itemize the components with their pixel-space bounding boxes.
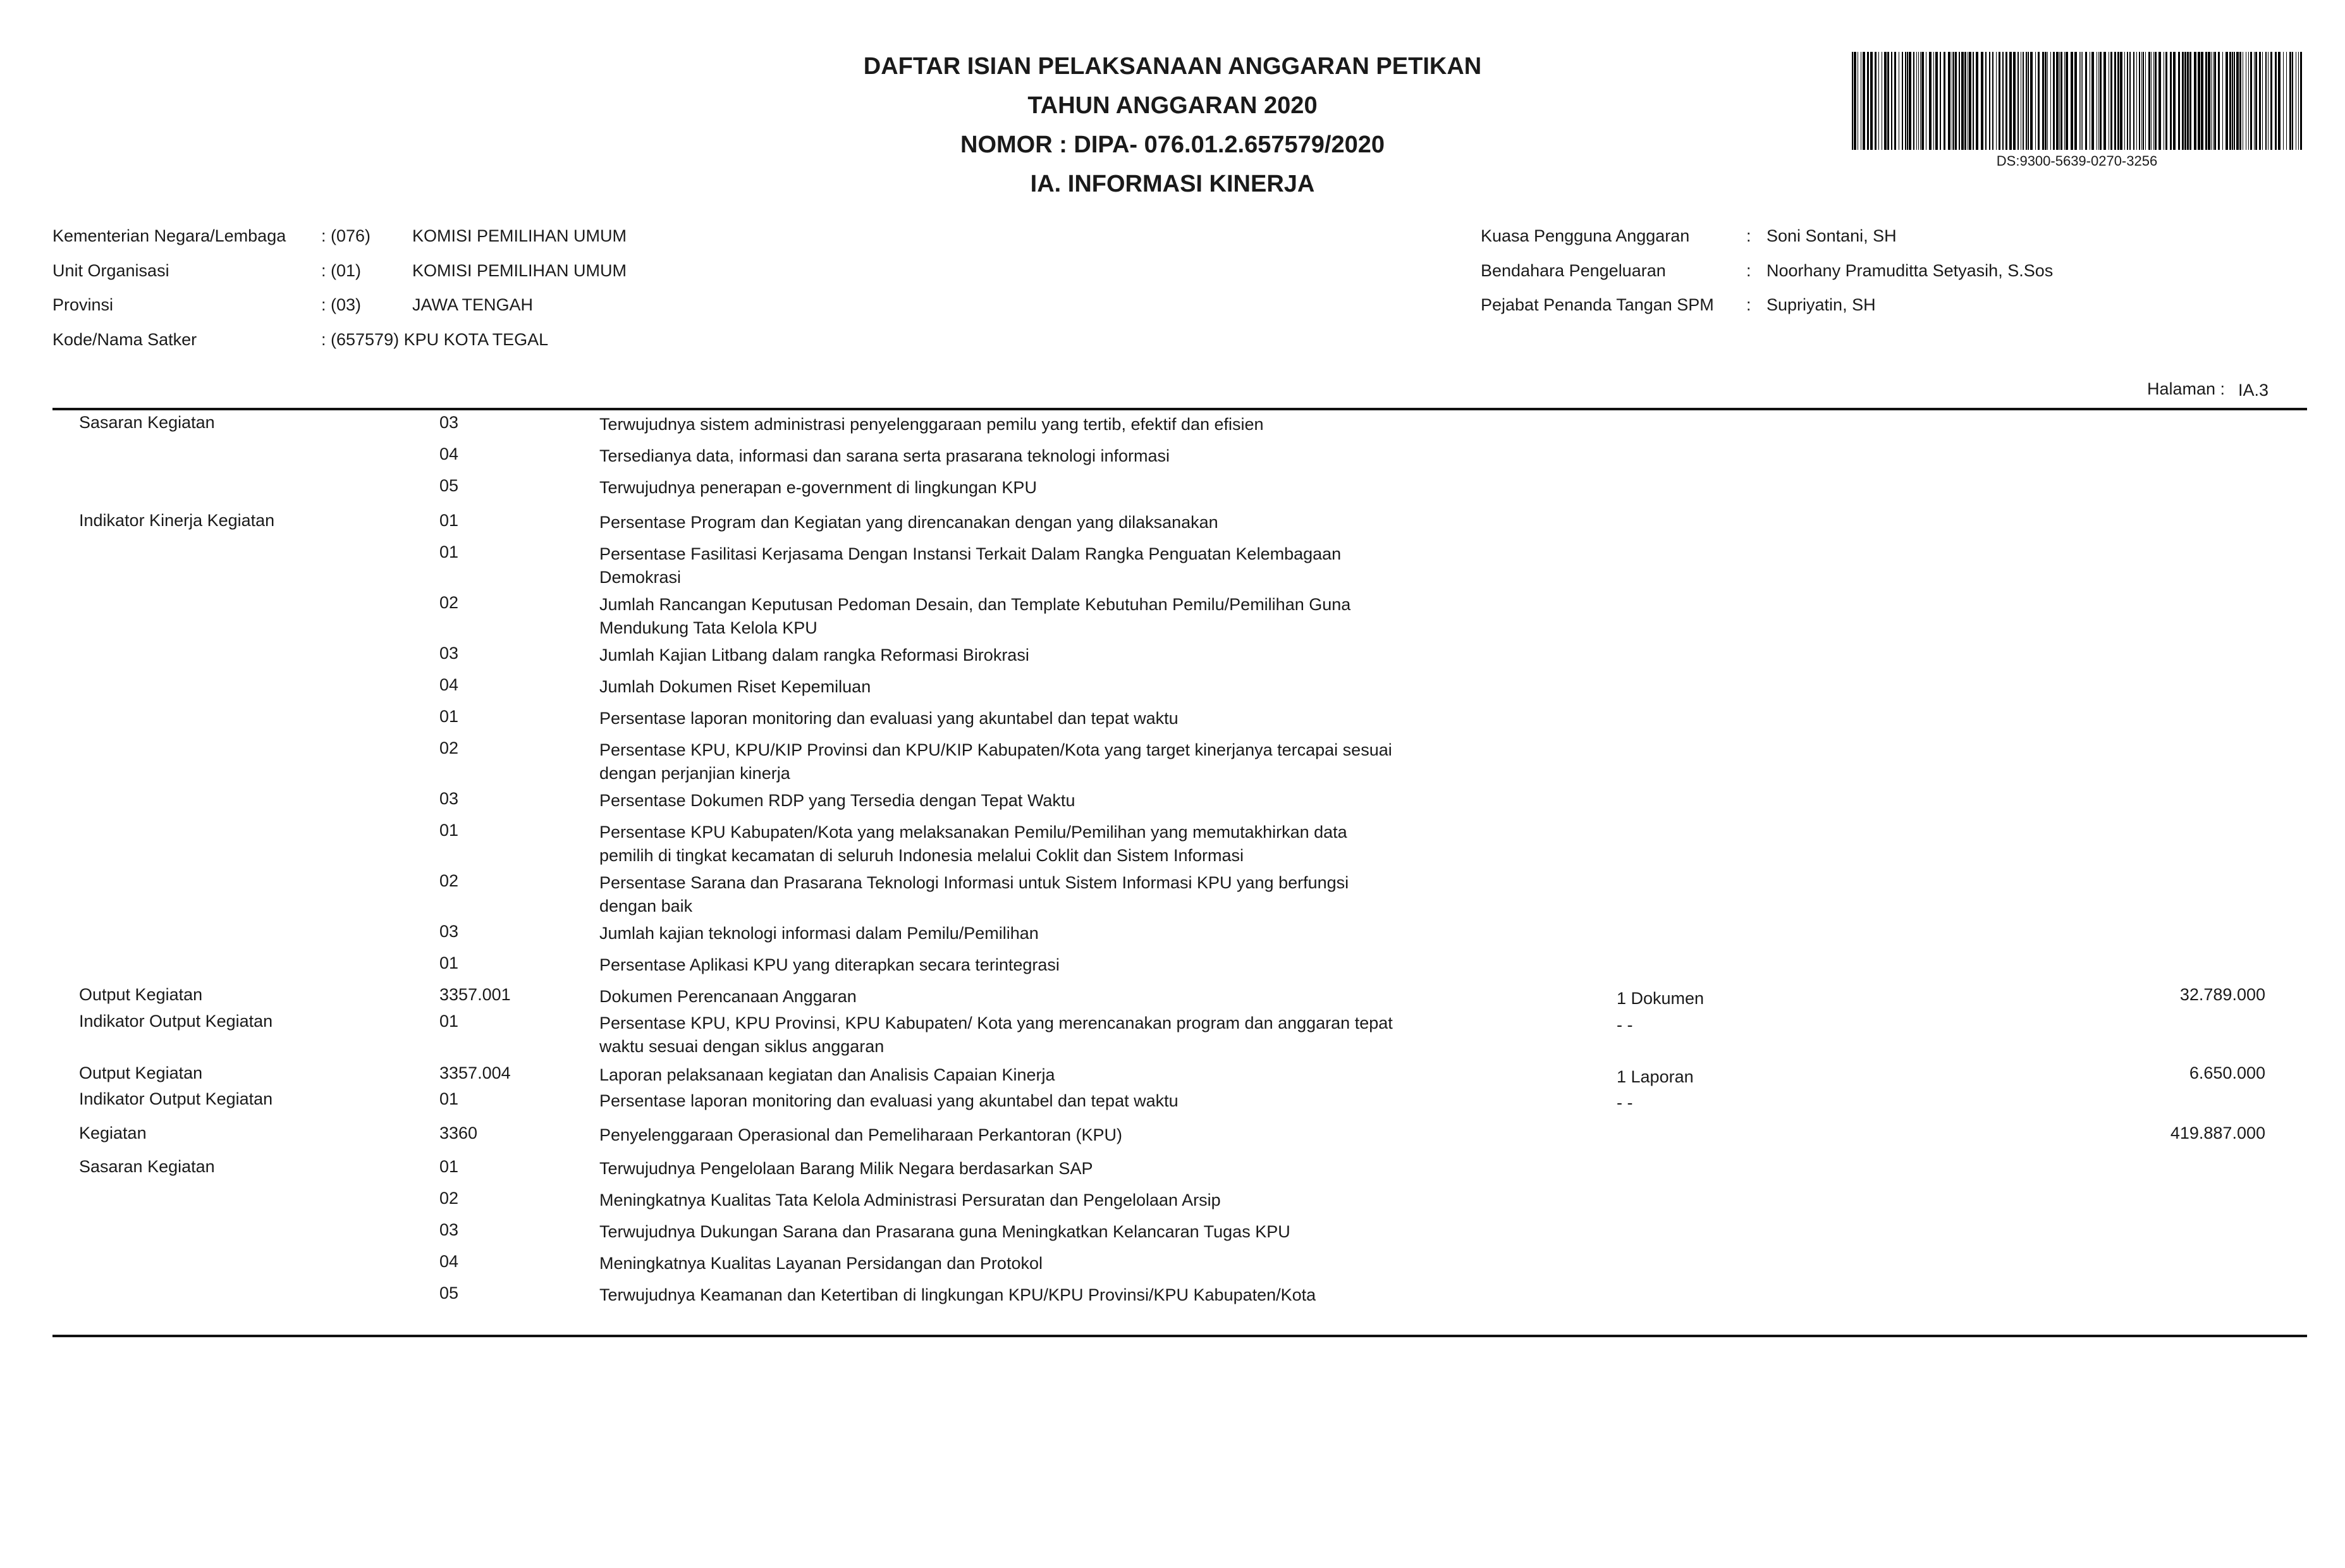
barcode-bar [1875, 52, 1877, 150]
barcode-bar [1996, 52, 1997, 150]
row-description: Persentase laporan monitoring dan evaluasi yang akuntabel dan tepat waktu [599, 709, 1179, 728]
barcode-bar [1933, 52, 1934, 150]
barcode-bar [2009, 52, 2012, 150]
info-sep-kpa: : [1746, 226, 1751, 245]
row-category: Output Kegiatan [79, 985, 203, 1004]
info-value-spm: Supriyatin, SH [1766, 295, 1876, 314]
barcode-bar [2201, 52, 2203, 150]
row-description: Terwujudnya Pengelolaan Barang Milik Negara berdasarkan SAP [599, 1159, 1093, 1178]
barcode-bar [2208, 52, 2210, 150]
barcode-bar [1976, 52, 1978, 150]
barcode-bar [2023, 52, 2024, 150]
barcode-bar [2053, 52, 2055, 150]
barcode-bar [2184, 52, 2186, 150]
barcode-bar [2218, 52, 2220, 150]
row-amount: 32.789.000 [2179, 985, 2265, 1004]
barcode-bar [2178, 52, 2180, 150]
info-code-unit: : (01) [321, 261, 362, 280]
barcode-bar [2133, 52, 2134, 150]
barcode-bar [1935, 52, 1938, 150]
barcode-bar [2047, 52, 2048, 150]
barcode-bar [2103, 52, 2106, 150]
barcode-bar [1884, 52, 1887, 150]
info-label-bendahara: Bendahara Pengeluaran [1481, 261, 1666, 280]
barcode-bar [2056, 52, 2059, 150]
barcode-bar [2292, 52, 2293, 150]
row-code: 01 [439, 1012, 459, 1031]
table-top-rule [52, 408, 2307, 410]
barcode-bar [1902, 52, 1903, 150]
barcode-bar [2120, 52, 2122, 150]
barcode-bar [2259, 52, 2261, 150]
barcode-bar [2030, 52, 2033, 150]
row-code: 04 [439, 444, 459, 463]
barcode-bar [2189, 52, 2191, 150]
row-description: Persentase Aplikasi KPU yang diterapkan secara terintegrasi [599, 955, 1060, 974]
barcode-bar [2045, 52, 2047, 150]
info-label-provinsi: Provinsi [52, 295, 114, 314]
barcode-bar [2289, 52, 2291, 150]
barcode-bar [1985, 52, 1987, 150]
barcode-bar [2091, 52, 2094, 150]
barcode-bar [2250, 52, 2252, 150]
barcode-bar [1913, 52, 1914, 150]
barcode-bar [1929, 52, 1932, 150]
row-code: 05 [439, 1283, 459, 1302]
barcode-bar [1920, 52, 1921, 150]
barcode-bar [2127, 52, 2128, 150]
barcode-bar [1870, 52, 1873, 150]
barcode-bar [2059, 52, 2060, 150]
row-description: Jumlah kajian teknologi informasi dalam Pemilu/Pemilihan [599, 924, 1039, 943]
row-description: Laporan pelaksanaan kegiatan dan Analisis Capaian Kinerja [599, 1065, 1055, 1084]
barcode-bar [1953, 52, 1954, 150]
barcode-bar [2082, 52, 2083, 150]
row-description: Tersedianya data, informasi dan sarana serta prasarana teknologi informasi [599, 446, 1170, 465]
row-description: Jumlah Rancangan Keputusan Pedoman Desain, dan Template Kebutuhan Pemilu/Pemilihan Guna Mendukung Tata Kelola KPU [599, 595, 1351, 637]
row-code: 03 [439, 922, 459, 941]
row-code: 01 [439, 707, 459, 726]
row-code: 01 [439, 953, 459, 972]
barcode-bar [2226, 52, 2228, 150]
barcode-bar [1955, 52, 1957, 150]
barcode-bar [2298, 52, 2299, 150]
row-code: 04 [439, 1252, 459, 1271]
row-volume: 1 Dokumen [1617, 989, 1705, 1008]
barcode-bar [2286, 52, 2287, 150]
row-description: Persentase Fasilitasi Kerjasama Dengan Instansi Terkait Dalam Rangka Penguatan Kelembagaan Demokrasi [599, 544, 1342, 587]
info-value-kementerian: KOMISI PEMILIHAN UMUM [412, 226, 627, 245]
barcode-bar [2173, 52, 2176, 150]
row-code: 01 [439, 1157, 459, 1176]
barcode-bar [1918, 52, 1919, 150]
row-category: Indikator Kinerja Kegiatan [79, 511, 275, 530]
info-code-provinsi: : (03) [321, 295, 362, 314]
barcode-bar [2100, 52, 2102, 150]
row-description: Dokumen Perencanaan Anggaran [599, 987, 857, 1006]
barcode-bar [1961, 52, 1964, 150]
barcode-bar [1878, 52, 1879, 150]
barcode-bar [1867, 52, 1869, 150]
barcode-bar [2229, 52, 2231, 150]
row-code: 03 [439, 644, 459, 663]
row-category: Indikator Output Kegiatan [79, 1089, 273, 1108]
row-description: Persentase Program dan Kegiatan yang direncanakan dengan yang dilaksanakan [599, 513, 1218, 532]
row-description: Meningkatnya Kualitas Tata Kelola Administrasi Persuratan dan Pengelolaan Arsip [599, 1191, 1221, 1210]
info-sep-spm: : [1746, 295, 1751, 314]
row-code: 3357.004 [439, 1063, 511, 1082]
row-description: Terwujudnya penerapan e-government di lingkungan KPU [599, 478, 1037, 497]
row-code: 03 [439, 413, 459, 432]
barcode-bar [1992, 52, 1993, 150]
info-code-satker: : (657579) KPU KOTA TEGAL [321, 330, 549, 349]
barcode-bar [2110, 52, 2112, 150]
row-code: 02 [439, 1189, 459, 1208]
barcode-bar [1973, 52, 1974, 150]
barcode-bar [2283, 52, 2284, 150]
row-code: 04 [439, 675, 459, 694]
barcode-bar [1944, 52, 1945, 150]
barcode-bar [2248, 52, 2249, 150]
barcode-bar [2187, 52, 2189, 150]
row-description: Terwujudnya Keamanan dan Ketertiban di lingkungan KPU/KPU Provinsi/KPU Kabupaten/Kota [599, 1285, 1316, 1304]
barcode-bar [2143, 52, 2144, 150]
barcode-bar [2074, 52, 2077, 150]
info-label-unit: Unit Organisasi [52, 261, 169, 280]
row-code: 3357.001 [439, 985, 511, 1004]
barcode-bar [2141, 52, 2142, 150]
barcode-bar [2017, 52, 2019, 150]
info-label-kementerian: Kementerian Negara/Lembaga [52, 226, 286, 245]
row-code: 02 [439, 593, 459, 612]
barcode-bar [1948, 52, 1950, 150]
barcode-bar [2136, 52, 2137, 150]
barcode-bar [2139, 52, 2140, 150]
barcode-bar [2129, 52, 2131, 150]
barcode-bar [2275, 52, 2277, 150]
barcode-bar [2232, 52, 2233, 150]
barcode-bar [1969, 52, 1971, 150]
row-description: Jumlah Kajian Litbang dalam rangka Reformasi Birokrasi [599, 646, 1029, 665]
row-description: Persentase laporan monitoring dan evaluasi yang akuntabel dan tepat waktu [599, 1091, 1179, 1110]
row-code: 02 [439, 738, 459, 757]
document-title: DAFTAR ISIAN PELAKSANAAN ANGGARAN PETIKAN [863, 53, 1482, 80]
barcode-text: DS:9300-5639-0270-3256 [1996, 153, 2158, 169]
barcode-bar [2194, 52, 2196, 150]
barcode-bar [2254, 52, 2255, 150]
barcode-image [1852, 52, 2302, 150]
barcode-bar [2234, 52, 2235, 150]
info-code-kementerian: : (076) [321, 226, 371, 245]
row-volume: 1 Laporan [1617, 1067, 1694, 1086]
barcode-bar [1887, 52, 1889, 150]
barcode-bar [2165, 52, 2167, 150]
row-category: Indikator Output Kegiatan [79, 1012, 273, 1031]
row-description: Penyelenggaraan Operasional dan Pemeliharaan Perkantoran (KPU) [599, 1125, 1123, 1144]
row-description: Persentase KPU, KPU/KIP Provinsi dan KPU/KIP Kabupaten/Kota yang target kinerjanya tercapai sesuai dengan perjanjian kinerja [599, 740, 1392, 783]
row-category: Kegiatan [79, 1124, 147, 1142]
row-category: Sasaran Kegiatan [79, 413, 215, 432]
section-title: IA. INFORMASI KINERJA [1030, 171, 1315, 197]
dipa-number-title: NOMOR : DIPA- 076.01.2.657579/2020 [960, 132, 1385, 158]
barcode-bar [1921, 52, 1924, 150]
row-volume: - - [1617, 1093, 1633, 1112]
info-label-satker: Kode/Nama Satker [52, 330, 197, 349]
row-amount: 419.887.000 [2170, 1124, 2265, 1142]
row-description: Meningkatnya Kualitas Layanan Persidangan dan Protokol [599, 1254, 1043, 1273]
barcode-bar [2145, 52, 2146, 150]
barcode-bar [2205, 52, 2207, 150]
barcode-bar [2028, 52, 2029, 150]
page-label: Halaman : [2147, 379, 2226, 398]
barcode-bar [1940, 52, 1941, 150]
barcode-bar [1905, 52, 1906, 150]
row-description: Persentase KPU, KPU Provinsi, KPU Kabupaten/ Kota yang merencanakan program dan anggaran tepat waktu sesuai dengan siklus anggaran [599, 1014, 1393, 1056]
barcode-bar [2198, 52, 2200, 150]
barcode-bar [2158, 52, 2161, 150]
info-value-provinsi: JAWA TENGAH [412, 295, 534, 314]
barcode-bar [2255, 52, 2257, 150]
barcode-bar [2265, 52, 2267, 150]
barcode-bar [1909, 52, 1911, 150]
row-code: 01 [439, 542, 459, 561]
barcode-bar [1916, 52, 1917, 150]
row-code: 03 [439, 1220, 459, 1239]
barcode-bar [2124, 52, 2125, 150]
row-code: 03 [439, 789, 459, 808]
barcode-bar [2085, 52, 2087, 150]
row-description: Persentase Dokumen RDP yang Tersedia dengan Tepat Waktu [599, 791, 1075, 810]
barcode-bar [2236, 52, 2239, 150]
barcode-bar [2050, 52, 2051, 150]
barcode-bar [2035, 52, 2036, 150]
barcode-bar [1989, 52, 1990, 150]
barcode-bar [2182, 52, 2184, 150]
info-value-bendahara: Noorhany Pramuditta Setyasih, S.Sos [1766, 261, 2054, 280]
row-volume: - - [1617, 1015, 1633, 1034]
barcode-bar [2278, 52, 2281, 150]
barcode-bar [2002, 52, 2004, 150]
row-description: Terwujudnya sistem administrasi penyelenggaraan pemilu yang tertib, efektif dan efisien [599, 415, 1264, 434]
row-description: Persentase Sarana dan Prasarana Teknologi Informasi untuk Sistem Informasi KPU yang berfungsi dengan baik [599, 873, 1349, 916]
barcode-bar [1999, 52, 2000, 150]
row-category: Sasaran Kegiatan [79, 1157, 215, 1176]
barcode-bar [2262, 52, 2263, 150]
barcode-bar [2013, 52, 2016, 150]
barcode-bar [1854, 52, 1856, 150]
info-label-spm: Pejabat Penanda Tangan SPM [1481, 295, 1714, 314]
barcode-bar [2222, 52, 2223, 150]
row-code: 3360 [439, 1124, 478, 1142]
barcode-bar [2060, 52, 2062, 150]
barcode-bar [2211, 52, 2212, 150]
barcode-bar [1852, 52, 1853, 150]
barcode-bar [2079, 52, 2080, 150]
barcode-bar [1964, 52, 1966, 150]
barcode-bar [2042, 52, 2044, 150]
info-value-unit: KOMISI PEMILIHAN UMUM [412, 261, 627, 280]
barcode-bar [2170, 52, 2172, 150]
row-code: 05 [439, 476, 459, 495]
info-label-kpa: Kuasa Pengguna Anggaran [1481, 226, 1690, 245]
barcode-bar [2214, 52, 2216, 150]
barcode-bar [2148, 52, 2150, 150]
barcode-bar [2066, 52, 2068, 150]
table-bottom-rule [52, 1335, 2307, 1337]
barcode-bar [2005, 52, 2007, 150]
row-amount: 6.650.000 [2189, 1063, 2265, 1082]
row-description: Jumlah Dokumen Riset Kepemiluan [599, 677, 871, 696]
fiscal-year-title: TAHUN ANGGARAN 2020 [1027, 92, 1318, 119]
barcode-bar [2155, 52, 2157, 150]
barcode-bar [1981, 52, 1983, 150]
info-sep-bendahara: : [1746, 261, 1751, 280]
barcode-bar [2153, 52, 2154, 150]
barcode-bar [2038, 52, 2040, 150]
barcode-bar [1907, 52, 1908, 150]
row-code: 01 [439, 511, 459, 530]
barcode-bar [1863, 52, 1865, 150]
barcode-bar [2098, 52, 2099, 150]
row-description: Terwujudnya Dukungan Sarana dan Prasarana guna Meningkatkan Kelancaran Tugas KPU [599, 1222, 1290, 1241]
barcode-bar [2151, 52, 2152, 150]
barcode-bar [2270, 52, 2272, 150]
barcode-bar [2239, 52, 2241, 150]
barcode-bar [2300, 52, 2302, 150]
row-category: Output Kegiatan [79, 1063, 203, 1082]
row-code: 02 [439, 871, 459, 890]
row-description: Persentase KPU Kabupaten/Kota yang melaksanakan Pemilu/Pemilihan yang memutakhirkan data pemilih di tingkat kecamatan di seluruh Indonesia melalui Coklit dan Sistem Informasi [599, 823, 1347, 865]
info-value-kpa: Soni Sontani, SH [1766, 226, 1897, 245]
barcode-bar [2064, 52, 2065, 150]
row-code: 01 [439, 821, 459, 840]
page-number: IA.3 [2238, 381, 2269, 400]
barcode-bar [2114, 52, 2116, 150]
barcode-bar [2117, 52, 2119, 150]
barcode-bar [1891, 52, 1892, 150]
barcode-bar [1894, 52, 1896, 150]
barcode-bar [1959, 52, 1960, 150]
barcode-bar [2026, 52, 2027, 150]
barcode-bar [2071, 52, 2073, 150]
row-code: 01 [439, 1089, 459, 1108]
